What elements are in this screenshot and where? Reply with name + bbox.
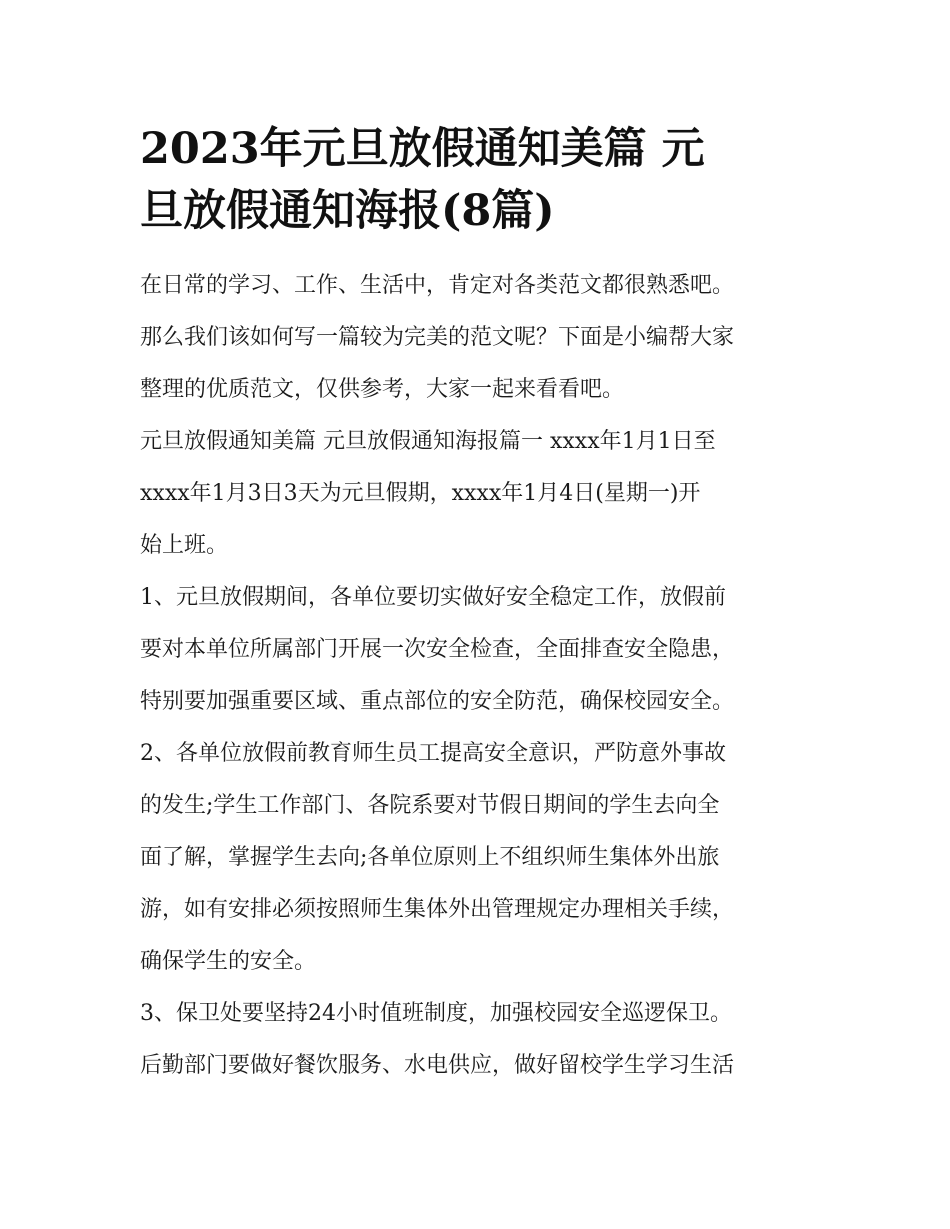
body-line: 在日常的学习、工作、生活中，肯定对各类范文都很熟悉吧。 — [140, 273, 735, 298]
body-line: 3、保卫处要坚持24小时值班制度，加强校园安全巡逻保卫。 — [140, 1001, 732, 1026]
body-line: 确保学生的安全。 — [140, 949, 317, 974]
body-line: 那么我们该如何写一篇较为完美的范文呢？下面是小编帮大家 — [140, 325, 735, 350]
body-line: 要对本单位所属部门开展一次安全检查，全面排查安全隐患， — [140, 637, 735, 662]
body-line: 1、元旦放假期间，各单位要切实做好安全稳定工作，放假前 — [140, 585, 726, 610]
body-line: 游，如有安排必须按照师生集体外出管理规定办理相关手续， — [140, 897, 735, 922]
body-line: 始上班。 — [140, 533, 229, 558]
document-body — [140, 260, 820, 1092]
body-line: 整理的优质范文，仅供参考，大家一起来看看吧。 — [140, 377, 625, 402]
body-line: 后勤部门要做好餐饮服务、水电供应，做好留校学生学习生活 — [140, 1053, 735, 1078]
body-line: 面了解，掌握学生去向;各单位原则上不组织师生集体外出旅 — [140, 845, 720, 870]
body-line: xxxx年1月3日3天为元旦假期，xxxx年1月4日(星期一)开 — [140, 481, 701, 506]
body-line: 2、各单位放假前教育师生员工提高安全意识，严防意外事故 — [140, 741, 726, 766]
body-line: 元旦放假通知美篇 元旦放假通知海报篇一 xxxx年1月1日至 — [140, 429, 716, 454]
document-title — [140, 118, 820, 242]
body-line: 的发生;学生工作部门、各院系要对节假日期间的学生去向全 — [140, 793, 720, 818]
title-line: 旦放假通知海报(8篇) — [140, 186, 555, 236]
title-line: 2023年元旦放假通知美篇 元 — [140, 124, 705, 174]
document-content — [140, 118, 820, 1092]
body-line: 特别要加强重要区域、重点部位的安全防范，确保校园安全。 — [140, 689, 735, 714]
